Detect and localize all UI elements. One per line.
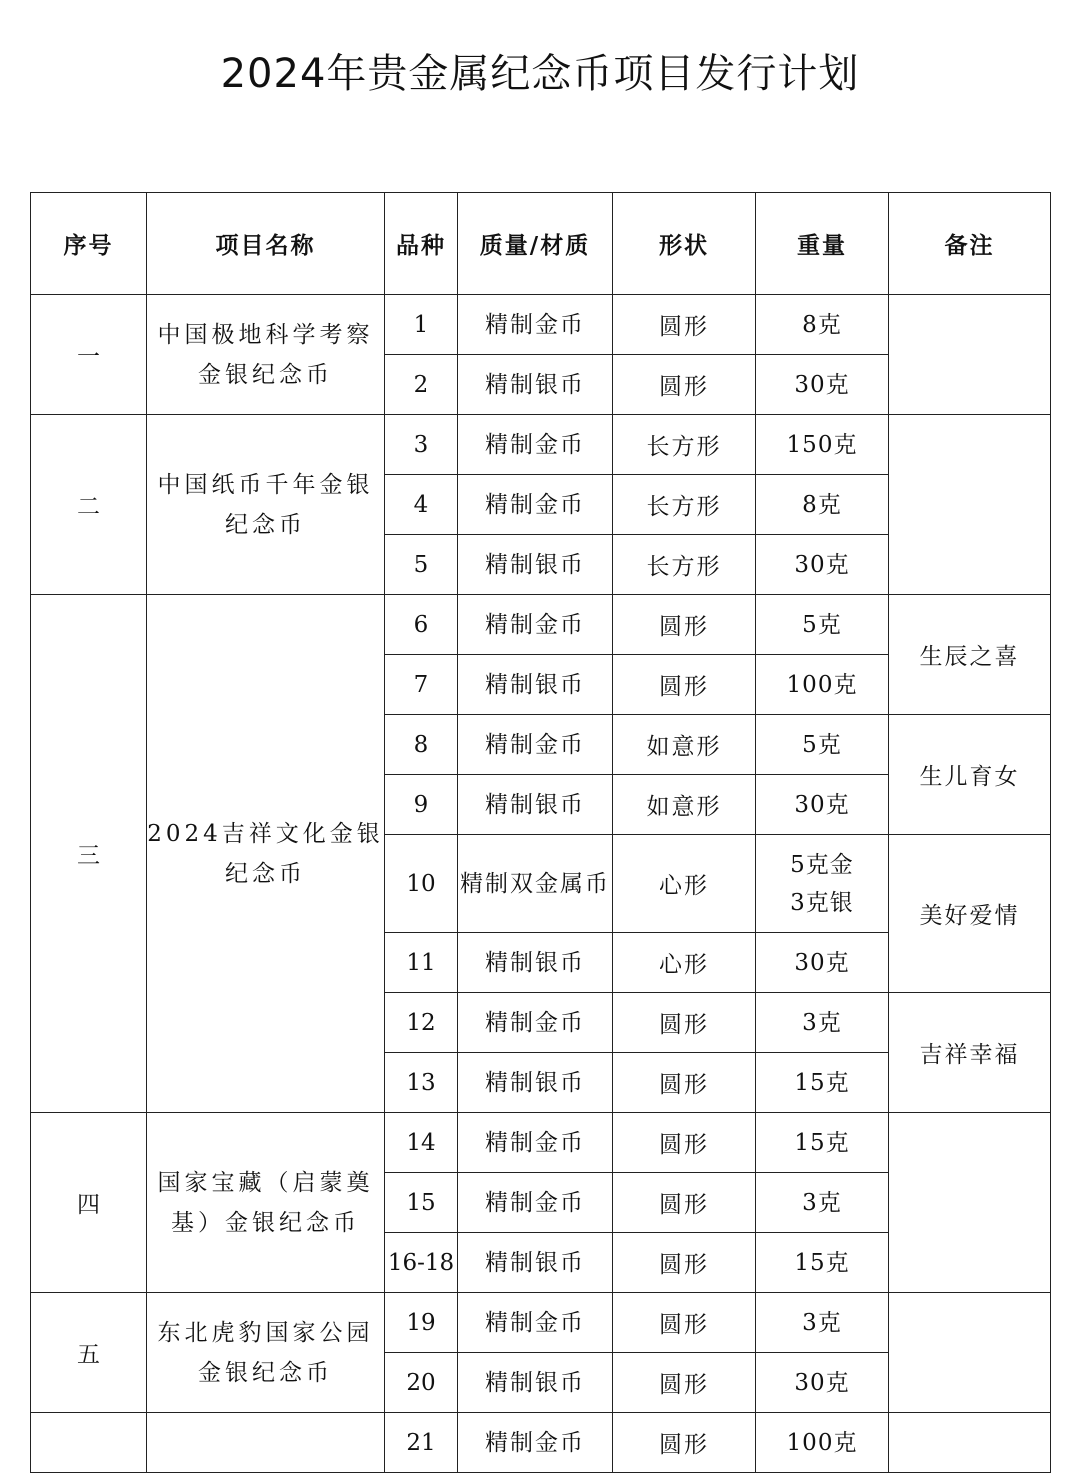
weight-cell: 30克 xyxy=(756,775,889,835)
material-cell: 精制金币 xyxy=(458,1413,613,1473)
material-cell: 精制银币 xyxy=(458,535,613,595)
weight-cell: 15克 xyxy=(756,1113,889,1173)
issuance-plan-table xyxy=(30,192,1051,1473)
project-name: 中国极地科学考察金银纪念币 xyxy=(147,295,385,415)
project-seq xyxy=(31,1413,147,1473)
weight-cell: 30克 xyxy=(756,933,889,993)
project-seq: 一 xyxy=(31,295,147,415)
shape-cell: 圆形 xyxy=(613,993,756,1053)
table-row xyxy=(31,1293,1051,1353)
variety-number: 8 xyxy=(385,715,458,775)
material-cell: 精制金币 xyxy=(458,415,613,475)
remark-cell: 生辰之喜 xyxy=(889,595,1051,715)
header-material: 质量/材质 xyxy=(458,193,613,295)
material-cell: 精制金币 xyxy=(458,475,613,535)
material-cell: 精制金币 xyxy=(458,993,613,1053)
shape-cell: 圆形 xyxy=(613,295,756,355)
table-row xyxy=(31,1113,1051,1173)
variety-number: 6 xyxy=(385,595,458,655)
variety-number: 14 xyxy=(385,1113,458,1173)
variety-number: 20 xyxy=(385,1353,458,1413)
remark-cell xyxy=(889,415,1051,595)
material-cell: 精制银币 xyxy=(458,355,613,415)
material-cell: 精制金币 xyxy=(458,1293,613,1353)
shape-cell: 长方形 xyxy=(613,535,756,595)
weight-cell: 5克 xyxy=(756,715,889,775)
shape-cell: 圆形 xyxy=(613,1053,756,1113)
variety-number: 15 xyxy=(385,1173,458,1233)
header-name: 项目名称 xyxy=(147,193,385,295)
weight-cell: 100克 xyxy=(756,1413,889,1473)
shape-cell: 长方形 xyxy=(613,475,756,535)
variety-number: 13 xyxy=(385,1053,458,1113)
table-row xyxy=(31,595,1051,655)
shape-cell: 圆形 xyxy=(613,1353,756,1413)
remark-cell xyxy=(889,1293,1051,1413)
weight-cell: 30克 xyxy=(756,355,889,415)
weight-cell: 5克金 3克银 xyxy=(756,835,889,933)
shape-cell: 如意形 xyxy=(613,715,756,775)
shape-cell: 圆形 xyxy=(613,1293,756,1353)
shape-cell: 心形 xyxy=(613,933,756,993)
material-cell: 精制双金属币 xyxy=(458,835,613,933)
variety-number: 7 xyxy=(385,655,458,715)
project-seq: 二 xyxy=(31,415,147,595)
table-row xyxy=(31,295,1051,355)
shape-cell: 圆形 xyxy=(613,1413,756,1473)
weight-cell: 150克 xyxy=(756,415,889,475)
weight-cell: 30克 xyxy=(756,1353,889,1413)
material-cell: 精制银币 xyxy=(458,933,613,993)
variety-number: 3 xyxy=(385,415,458,475)
shape-cell: 长方形 xyxy=(613,415,756,475)
weight-cell: 100克 xyxy=(756,655,889,715)
shape-cell: 圆形 xyxy=(613,655,756,715)
remark-cell xyxy=(889,1113,1051,1293)
shape-cell: 圆形 xyxy=(613,1233,756,1293)
header-weight: 重量 xyxy=(756,193,889,295)
remark-cell xyxy=(889,295,1051,415)
variety-number: 4 xyxy=(385,475,458,535)
project-name: 2024吉祥文化金银纪念币 xyxy=(147,595,385,1113)
shape-cell: 如意形 xyxy=(613,775,756,835)
header-note: 备注 xyxy=(889,193,1051,295)
material-cell: 精制金币 xyxy=(458,715,613,775)
variety-number: 21 xyxy=(385,1413,458,1473)
table-body xyxy=(31,295,1051,1473)
weight-cell: 3克 xyxy=(756,993,889,1053)
project-seq: 四 xyxy=(31,1113,147,1293)
shape-cell: 圆形 xyxy=(613,595,756,655)
table-header-row xyxy=(31,193,1051,295)
material-cell: 精制银币 xyxy=(458,655,613,715)
variety-number: 10 xyxy=(385,835,458,933)
header-variety: 品种 xyxy=(385,193,458,295)
table-row xyxy=(31,1413,1051,1473)
material-cell: 精制银币 xyxy=(458,775,613,835)
header-shape: 形状 xyxy=(613,193,756,295)
weight-cell: 30克 xyxy=(756,535,889,595)
remark-cell: 生儿育女 xyxy=(889,715,1051,835)
weight-cell: 3克 xyxy=(756,1173,889,1233)
weight-cell: 8克 xyxy=(756,295,889,355)
variety-number: 2 xyxy=(385,355,458,415)
variety-number: 5 xyxy=(385,535,458,595)
variety-number: 12 xyxy=(385,993,458,1053)
variety-number: 16-18 xyxy=(385,1233,458,1293)
weight-cell: 5克 xyxy=(756,595,889,655)
project-name: 国家宝藏（启蒙奠基）金银纪念币 xyxy=(147,1113,385,1293)
shape-cell: 圆形 xyxy=(613,355,756,415)
header-seq: 序号 xyxy=(31,193,147,295)
remark-cell: 美好爱情 xyxy=(889,835,1051,993)
shape-cell: 圆形 xyxy=(613,1113,756,1173)
material-cell: 精制金币 xyxy=(458,295,613,355)
variety-number: 19 xyxy=(385,1293,458,1353)
project-name xyxy=(147,1413,385,1473)
material-cell: 精制银币 xyxy=(458,1353,613,1413)
project-name: 东北虎豹国家公园金银纪念币 xyxy=(147,1293,385,1413)
variety-number: 1 xyxy=(385,295,458,355)
material-cell: 精制银币 xyxy=(458,1053,613,1113)
weight-cell: 15克 xyxy=(756,1053,889,1113)
table-row xyxy=(31,415,1051,475)
shape-cell: 圆形 xyxy=(613,1173,756,1233)
variety-number: 9 xyxy=(385,775,458,835)
weight-cell: 15克 xyxy=(756,1233,889,1293)
variety-number: 11 xyxy=(385,933,458,993)
project-seq: 五 xyxy=(31,1293,147,1413)
material-cell: 精制银币 xyxy=(458,1233,613,1293)
document-title: 2024年贵金属纪念币项目发行计划 xyxy=(220,51,860,97)
material-cell: 精制金币 xyxy=(458,595,613,655)
shape-cell: 心形 xyxy=(613,835,756,933)
project-seq: 三 xyxy=(31,595,147,1113)
material-cell: 精制金币 xyxy=(458,1173,613,1233)
remark-cell xyxy=(889,1413,1051,1473)
material-cell: 精制金币 xyxy=(458,1113,613,1173)
weight-cell: 8克 xyxy=(756,475,889,535)
project-name: 中国纸币千年金银纪念币 xyxy=(147,415,385,595)
weight-cell: 3克 xyxy=(756,1293,889,1353)
remark-cell: 吉祥幸福 xyxy=(889,993,1051,1113)
